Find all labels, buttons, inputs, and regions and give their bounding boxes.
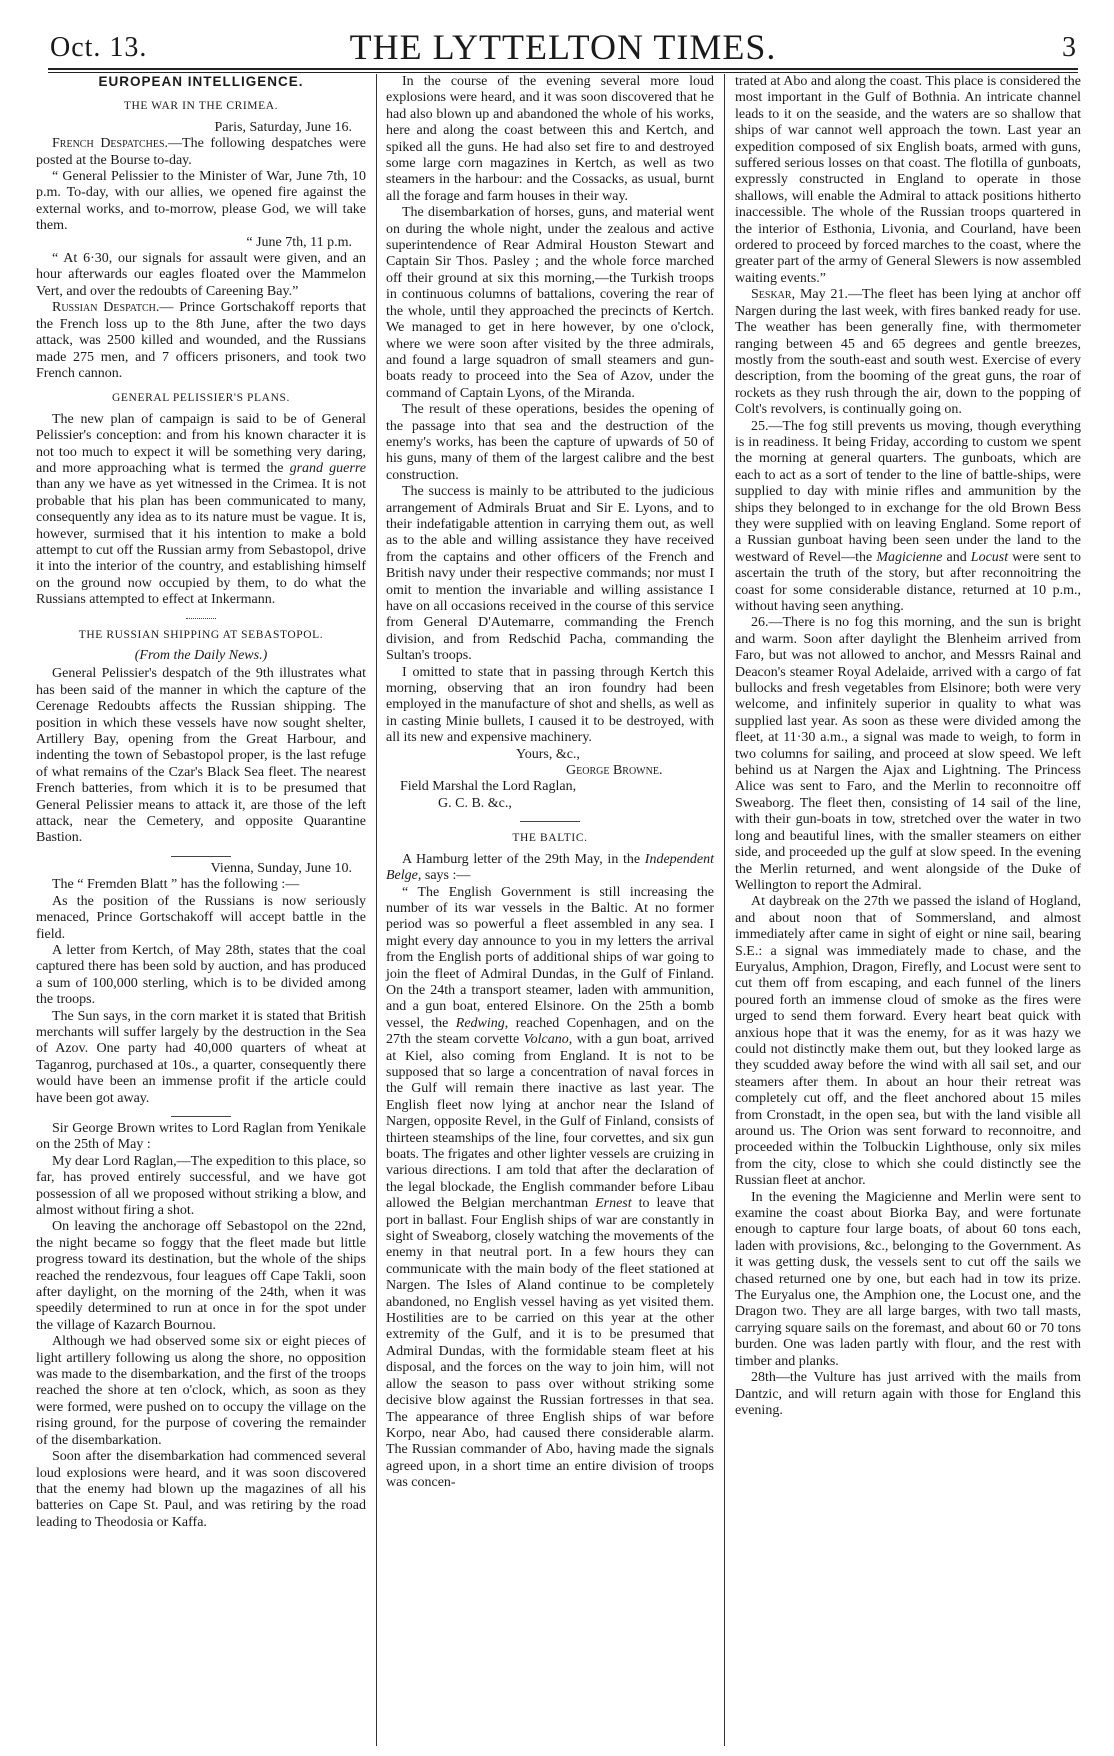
column-3 [735,74,1081,1419]
article-heading: GENERAL PELISSIER'S PLANS. [112,392,290,405]
paragraph: General Pelissier's despatch of the 9th illustrates what has been said of the manner in which the capture of the Cerenage Redoubts affects the Russian shipping. The position in which these vessels have now sought shelter, Artillery Bay, opening from the Great Harbour, and indenting the town of Sebastopol proper, is the last refuge of what remains of the Czar's Black Sea fleet. The nearest French batteries, from which it is to be presumed that General Pelissier means to attack it, are those of the left attack, near the Cemetery, and opposite Quarantine Bastion. [36,666,366,846]
letter-addressee: Field Marshal the Lord Raglan, [400,779,577,795]
paragraph: Sir George Brown writes to Lord Raglan from Yenikale on the 25th of May : [36,1120,366,1153]
masthead [50,24,1076,68]
letter-addressee-title: G. C. B. &c., [438,795,512,811]
dateline: Vienna, Sunday, June 10. [210,860,352,876]
column-1 [36,74,366,1531]
paragraph: I omitted to state that in passing through Kertch this morning, observing that an iron foundry had been employed in the manufacture of shot and shells, as well as in casting Minie bullets, I caused it to be destroyed, with all its new and expensive machinery. [386,664,714,746]
newspaper-title: THE LYTTELTON TIMES. [349,27,777,67]
paragraph: Soon after the disembarkation had commenced several loud explosions were heard, and it was soon discovered that the enemy had blown up the magazines of all his batteries on Cape St. Paul, and was retiring by the road leading to Theodosia or Kaffa. [36,1449,366,1530]
masthead-rule [48,68,1078,70]
paragraph: The disembarkation of horses, guns, and material went on during the whole night, under the zealous and active superintendence of Rear Admiral Houston Stewart and Captain Sir Thos. Pasley ; and the whole force marched off their ground at six this morning,—the Turkish troops in continuous columns of battalions, covering the rear of the whole, until they approached the precincts of Kertch. We managed to get in here however, by one o'clock, where we were soon after visited by the three admirals, and found a large squadron of small steamers and gun-boats ready to proceed into the Sea of Azov, under the command of Captain Lyons, of the Miranda. [386,205,714,401]
paragraph: Although we had observed some six or eight pieces of light artillery following us along the shore, no opposition was made to the disembarkation, and the first of the troops reached the shore at ten o'clock, which, as soon as they were formed, were pushed on to occupy the village on the rising ground, for the purpose of covering the remainder of the disembarkation. [36,1334,366,1448]
paragraph: Seskar, May 21.—The fleet has been lying at anchor off Nargen during the last week, with fires banked ready for use. The weather has been generally fine, with thermometer ranging between 45 and 65 degrees and gentle breezes, mostly from the south-east and south west. Exercise of every description, from the booming of the great guns, the roar of rockets as they rush through the air, down to the popping of Colt's revolvers, is continually going on. [735,287,1081,418]
column-divider [724,74,725,1746]
paragraph: French Despatches.—The following despatches were posted at the Bourse to-day. [36,136,366,168]
paragraph: 28th—the Vulture has just arrived with the mails from Dantzic, and will return again with those for England this evening. [735,1370,1081,1418]
paragraph: 26.—There is no fog this morning, and the sun is bright and warm. Soon after daylight the Blenheim arrived from Faro, but was not allowed to anchor, and Messrs Rainal and Deacon's steamer Royal Adelaide, arrived with a cargo of fat bullocks and fresh vegetables from Elsinore; both were very welcome, and infinitely superior in quality to what was supplied last year. As soon as these were divided among the fleet, at 11·30 a.m., a signal was made to weigh, to form in two columns for sailing, and proceed at slow speed. We left behind us at Nargen the Ajax and Lightning. The Princess Alice was sent to Faro, and the Merlin to reconnoitre off Sweaborg. The fleet then, consisting of 14 sail of the line, with their gun-boats in tow, stretched over the water in two long and beautiful lines, with the smaller steamers on either side, and proceeded up the gulf at slow speed. In the evening the Merlin returned, and went alongside of the Duke of Wellington to report the Admiral. [735,615,1081,893]
separator [520,821,580,822]
article-heading: THE RUSSIAN SHIPPING AT SEBASTOPOL. [78,628,324,641]
paragraph: “ General Pelissier to the Minister of War, June 7th, 10 p.m. To-day, with our allies, we opened fire against the external works, and to-morrow, please God, we will take them. [36,169,366,234]
source-line: (From the Daily News.) [134,648,268,663]
paragraph: In the course of the evening several more loud explosions were heard, and it was soon discovered that he had also blown up and abandoned the whole of his works, here and along the coast between this and Kertch, and spiked all the guns. He had also set fire to and destroyed some large corn magazines in Kertch, as well as two steamers in the harbour: and the Cossacks, as usual, burnt all the forage and farm houses in their way. [386,74,714,204]
issue-date: Oct. 13. [50,32,148,63]
paragraph: My dear Lord Raglan,—The expedition to this place, so far, has proved entirely successful, and we have got possession of all we proposed without striking a blow, and almost without firing a shot. [36,1153,366,1218]
separator [171,1116,231,1117]
paragraph: 25.—The fog still prevents us moving, though everything is in readiness. It being Friday, according to custom we spent the morning at general quarters. The gunboats, which are each to act as a sort of tender to the line of battle-ships, were supplied to day with minie rifles and ammunition by the ships they belonged to in exchange for the old Brown Bess they were supplied with on leaving England. Some report of a Russian gunboat having been seen under the land to the westward of Revel—the Magicienne and Locust were sent to ascertain the truth of the story, but after reconnoitring the coast for some considerable distance, returned at 10 p.m., without having seen anything. [735,418,1081,614]
paragraph: The new plan of campaign is said to be of General Pelissier's conception: and from his known character it is not too much to expect it will be something very daring, and more approaching what is termed the grand guerre than any we have as yet witnessed in the Crimea. It is not probable that his plan has been communicated to many, consequently any idea as to its nature must be vague. It is, however, surmised that it his intention to make a bold attempt to cut off the Russian army from Sebastopol, drive it into the interior of the country, and establishing himself on the ground now occupied by them, to do what the Russians attempted to effect at Inkermann. [36,411,366,608]
letter-signature: George Browne. [566,763,663,779]
paragraph: The result of these operations, besides the opening of the passage into that sea and the destruction of the enemy's works, has been the capture of upwards of 50 of his guns, many of them of the largest calibre and the best construction. [386,402,714,483]
dateline: Paris, Saturday, June 16. [214,119,352,135]
paragraph: The Sun says, in the corn market it is stated that British merchants will suffer largely by the destruction in the Sea of Azov. One party had 40,000 quarters of wheat at Taganrog, purchased at 10s., a quarter, consequently there would have been an immense profit if the article could have been got away. [36,1008,366,1106]
separator [171,856,231,857]
column-2 [386,74,714,1492]
letter-closing: Yours, &c., [516,746,580,762]
paragraph: trated at Abo and along the coast. This place is considered the most important in the Gulf of Bothnia. An intricate channel leads to it on the seaside, and the waters are so shallow that ships of war cannot well approach the town. Last year an expedition composed of six English boats, armed with guns, suffered serious losses on that coast. The flotilla of gunboats, expressly constructed in England to operate in those shallows, will enable the Admiral to attack positions hitherto inaccessible. The whole of the Russian troops quartered in the interior of Esthonia, Livonia, and Courland, have been ordered to proceed by forced marches to the coast, where the greater part of the army of General Slewers is now assembled waiting events.” [735,74,1081,286]
paragraph: The success is mainly to be attributed to the judicious arrangement of Admirals Bruat and Sir E. Lyons, and to their indefatigable attention in carrying them out, as well as to the able and willing assistance they have received from the captains and other officers of the French and British navy under their respective commands; nor must I omit to mention the invariable and willing assistance I have on all occasions received in the course of this service from General D'Autemarre, commanding the French division, and from Redschid Pacha, commanding the Sultan's troops. [386,484,714,664]
masthead-rule-thin [48,72,1078,73]
paragraph: As the position of the Russians is now seriously menaced, Prince Gortschakoff will accept battle in the field. [36,893,366,942]
paragraph: “ The English Government is still increasing the number of its war vessels in the Baltic. At no former period was so powerful a fleet assembled in any sea. I might every day announce to you in my letters the arrival from the English ports of additional ships of war going to join the fleet of Admiral Dundas, in the Gulf of Finland. On the 24th a transport steamer, laden with ammunition, and a gun boat, entered Elsinore. On the 25th a bomb vessel, the Redwing, reached Copenhagen, and on the 27th the steam corvette Volcano, with a gun boat, arrived at Kiel, also coming from England. It is not to be supposed that so large a concentration of naval forces in the Gulf will remain there inactive as last year. The English fleet now lying at anchor near the Island of Nargen, opposite Revel, in the Gulf of Finland, consists of thirteen steamships of the line, four corvettes, and six gun boats. The frigates and other lighter vessels are cruizing in various directions. I am told that after the declaration of the legal blockade, the English commander before Libau allowed the Belgian merchantman Ernest to leave that port in ballast. Four English ships of war are constantly in sight of Sweaborg, closely watching the movements of the enemy in that neutral port. In a few hours they can communicate with the main body of the fleet stationed at Nargen. The Isles of Aland continue to be completely abandoned, no English vessel having as yet visited them. Hostilities are to be carried on this year at the other extremity of the Gulf, and it is to be presumed that Admiral Dundas, with the formidable steam fleet at his disposal, and the forces on the way to join him, will not allow the season to pass over without striking some decisive blow against the Russian fortresses in that sea. The appearance of three English ships of war before Korpo, near Abo, had caused there considerable alarm. The Russian commander of Abo, having made the signals agreed upon, in a short time an entire division of troops was concen- [386,884,715,1491]
paragraph: In the evening the Magicienne and Merlin were sent to examine the coast about Biorka Bay, and were fortunate enough to capture four large boats, of about 60 tons each, laden with provisions, &c., belonging to the Government. As it was getting dusk, the vessels sent to cut off the sails we chased returned one by one, but each had in tow its prize. The Euryalus one, the Amphion one, the Locust one, and the Dragon two. They are all large barges, with two tall masts, carrying square sails on the foremast, and about 60 or 70 tons burden. One was laden partly with flour, and the rest with timber and planks. [735,1189,1081,1369]
paragraph: At daybreak on the 27th we passed the island of Hogland, and about noon that of Sommersland, and almost immediately after came in sight of eight or nine sail, bearing S.E.: a signal was immediately made to chase, and the Euryalus, Amphion, Dragon, Firefly, and Locust were sent to cut them off from escaping, and each funnel of the liners poured forth an immense cloud of smoke as the fires were urged to send them forward. Every heart beat quick with anxious hope that it was the enemy, for as it was hazy we could not distinctly make them out, but they looked large as they scudded away before the wind with all sail set, and our steamers after them. In about an hour their retreat was completely cut off, and the fleet anchored about 15 miles from Cronstadt, in the open sea, but with the land visible all around us. The Orion was sent forward to reconnoitre, and proceeded within the Tolbuckin Lighthouse, only six miles from the city, close to which she could distinctly see the Russian fleet at anchor. [735,894,1081,1189]
article-heading: THE BALTIC. [512,832,588,845]
column-divider [376,74,377,1746]
paragraph: A letter from Kertch, of May 28th, states that the coal captured there has been sold by auction, and has produced a sum of 100,000 sterling, which is to be divided among the troops. [36,942,366,1008]
separator [186,618,216,619]
paragraph: Russian Despatch.— Prince Gortschakoff reports that the French loss up to the 8th June, after the two days attack, was 2500 killed and wounded, and the Russians made 275 men, and 7 officers prisoners, and took two French cannon. [36,300,366,381]
paragraph: On leaving the anchorage off Sebastopol on the 22nd, the night became so foggy that the fleet made but little progress toward its destination, but the whole of the ships reached the rendezvous, four leagues off Cape Takli, soon after daylight, on the morning of the 24th, when it was speedily determined to run at once in for the spot under the village of Kazarch Bournou. [36,1219,366,1333]
paragraph: The “ Fremden Blatt ” has the following :— [52,877,300,893]
dateline: “ June 7th, 11 p.m. [246,234,352,250]
paragraph: A Hamburg letter of the 29th May, in the Independent Belge, says :— [386,851,714,884]
paragraph: “ At 6·30, our signals for assault were given, and an hour afterwards our eagles floated over the Mammelon Vert, and over the redoubts of Careening Bay.” [36,251,366,299]
page-number: 3 [1062,32,1076,63]
section-title: EUROPEAN INTELLIGENCE. [98,74,304,89]
article-heading: THE WAR IN THE CRIMEA. [123,100,279,113]
